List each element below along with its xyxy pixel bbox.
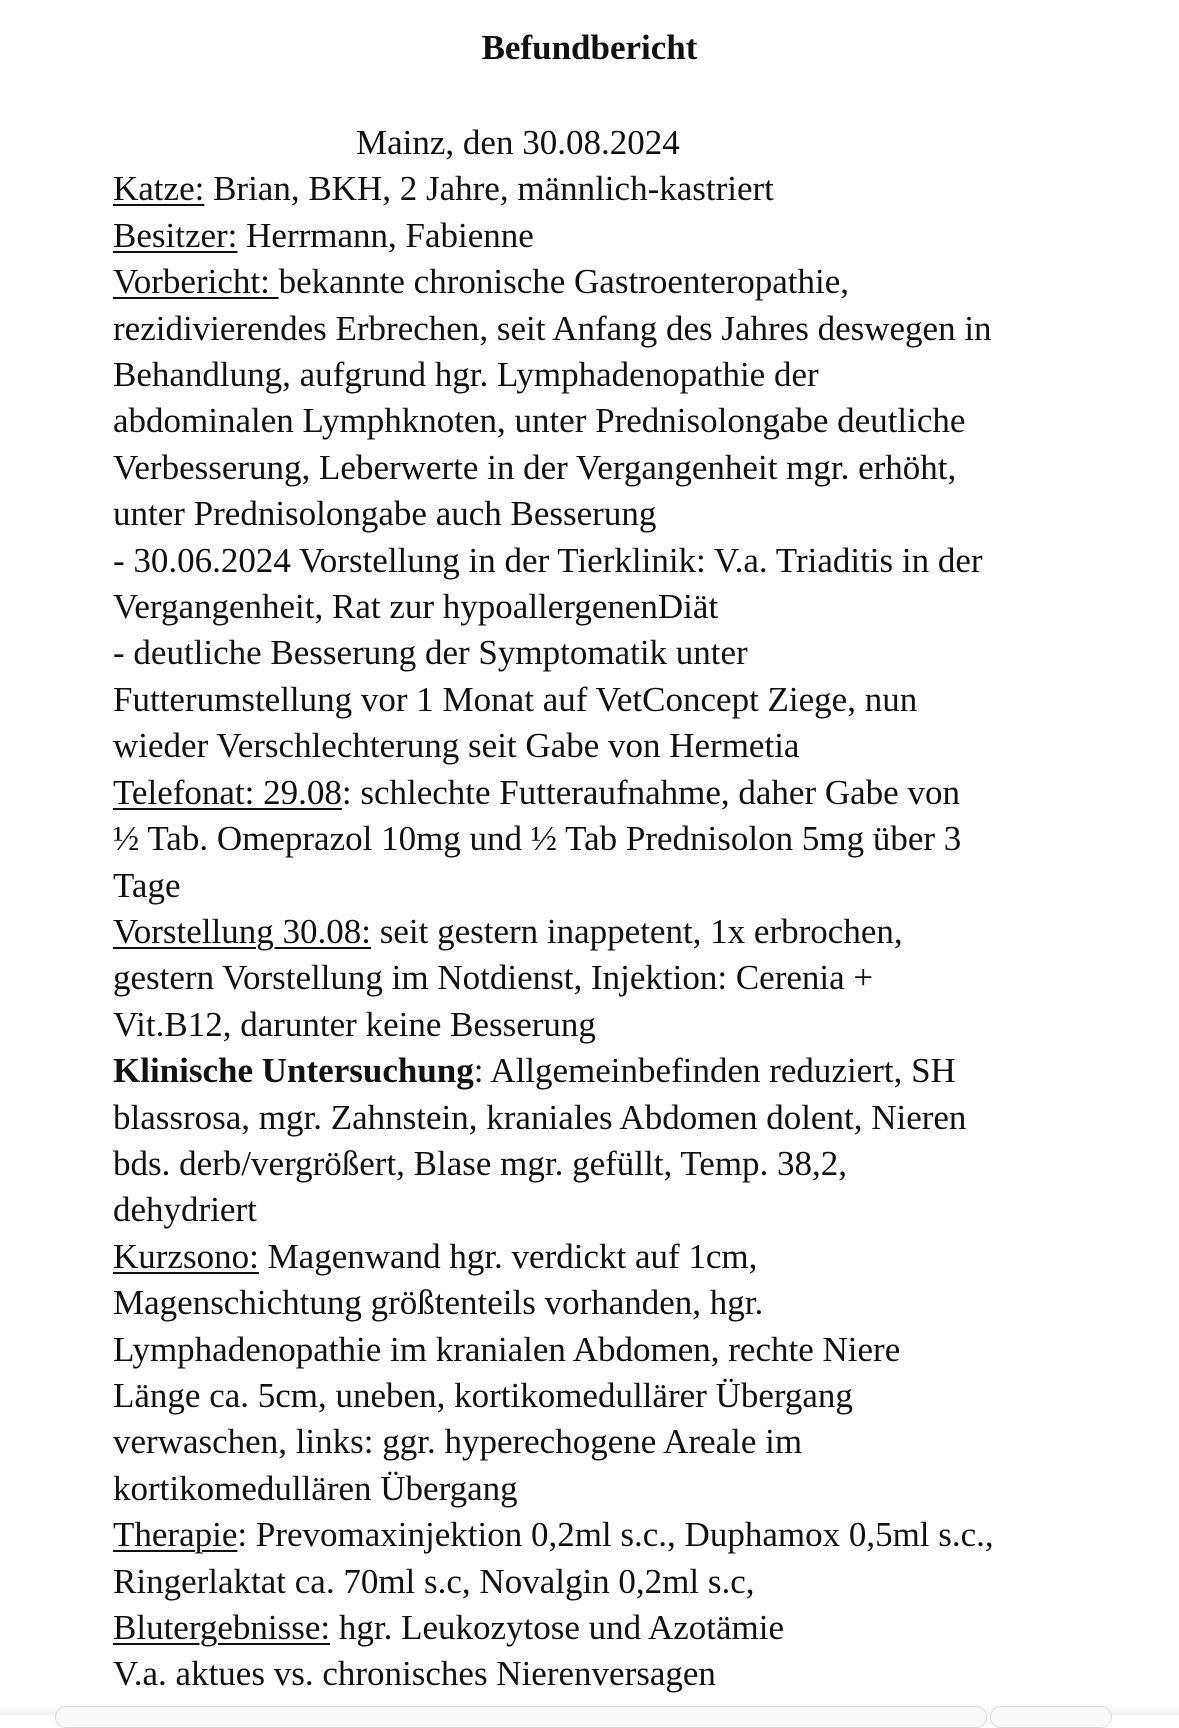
vorbericht-continuation: - 30.06.2024 Vorstellung in der Tierklinik: V.a. Triaditis in der [113,540,983,580]
bottom-card-left [55,1706,987,1728]
vorstellung-continuation: Vit.B12, darunter keine Besserung [113,1004,596,1044]
besitzer-text: Herrmann, Fabienne [237,215,534,255]
vorbericht-continuation: Vergangenheit, Rat zur hypoallergenenDiät [113,587,719,627]
kurzsono-continuation: Lymphadenopathie im kranialen Abdomen, rechte Niere [113,1329,901,1369]
telefonat-continuation: ½ Tab. Omeprazol 10mg und ½ Tab Prednisolon 5mg über 3 [113,819,962,859]
vorstellung-label: Vorstellung 30.08: [113,911,371,951]
telefonat-line [113,770,1153,816]
telefonat-continuation: Tage [113,865,181,905]
therapie-label: Therapie [113,1515,238,1555]
document-title: Befundbericht [481,28,698,67]
telefonat-text: : schlechte Futteraufnahme, daher Gabe von [341,772,960,812]
katze-line [113,166,1153,212]
vorbericht-continuation: - deutliche Besserung der Symptomatik unter [113,633,748,673]
vorbericht-continuation: Behandlung, aufgrund hgr. Lymphadenopathie der [113,355,819,395]
therapie-line [113,1512,1153,1558]
klinische-untersuchung-label: Klinische Untersuchung [113,1051,474,1091]
vorbericht-continuation: unter Prednisolongabe auch Besserung [113,494,657,534]
vorbericht-label: Vorbericht: [113,262,279,302]
vorbericht-continuation: rezidivierendes Erbrechen, seit Anfang des Jahres deswegen in [113,308,992,348]
kurzsono-text: Magenwand hgr. verdickt auf 1cm, [258,1236,758,1276]
vorstellung-continuation: gestern Vorstellung im Notdienst, Injektion: Cerenia + [113,958,874,998]
vorstellung-text: seit gestern inappetent, 1x erbrochen, [370,911,903,951]
kurzsono-continuation: Magenschichtung größtenteils vorhanden, hgr. [113,1283,764,1323]
klinische-untersuchung-continuation: blassrosa, mgr. Zahnstein, kraniales Abdomen dolent, Nieren [113,1097,967,1137]
vorbericht-continuation: abdominalen Lymphknoten, unter Prednisolongabe deutliche [113,401,966,441]
klinische-untersuchung-line [113,1048,1153,1094]
vorbericht-continuation: Verbesserung, Leberwerte in der Vergangenheit mgr. erhöht, [113,447,957,487]
blutergebnisse-line [113,1605,1153,1651]
blutergebnisse-text: hgr. Leukozytose und Azotämie [330,1608,785,1647]
therapie-text: : Prevomaxinjektion 0,2ml s.c., Duphamox 0,5ml s.c., [237,1515,994,1555]
vorbericht-text: bekannte chronische Gastroenteropathie, [278,262,850,302]
kurzsono-continuation: verwaschen, links: ggr. hyperechogene Areale im [113,1422,803,1462]
kurzsono-label: Kurzsono: [113,1236,259,1276]
therapie-continuation: Ringerlaktat ca. 70ml s.c, Novalgin 0,2ml s.c, [113,1561,755,1601]
kurzsono-line [113,1234,1153,1280]
kurzsono-continuation: Länge ca. 5cm, uneben, kortikomedullärer Übergang [113,1375,853,1415]
telefonat-label: Telefonat: 29.08 [113,772,342,812]
klinische-untersuchung-text: : Allgemeinbefinden reduziert, SH [473,1051,956,1091]
vorstellung-line [113,909,1153,955]
vorbericht-line [113,259,1153,305]
katze-text: Brian, BKH, 2 Jahre, männlich-kastriert [204,169,774,209]
besitzer-label: Besitzer: [113,215,238,255]
vorbericht-continuation: Futterumstellung vor 1 Monat auf VetConcept Ziege, nun [113,679,918,719]
klinische-untersuchung-continuation: bds. derb/vergrößert, Blase mgr. gefüllt, Temp. 38,2, [113,1143,848,1183]
verdacht-line: V.a. aktues vs. chronisches Nierenversagen [113,1654,716,1694]
kurzsono-continuation: kortikomedullären Übergang [113,1468,518,1508]
katze-label: Katze: [113,169,205,209]
bottom-card-right [990,1706,1112,1728]
vorbericht-continuation: wieder Verschlechterung seit Gabe von Hermetia [113,726,800,766]
date-line: Mainz, den 30.08.2024 [356,123,680,162]
report-body [113,120,1153,1698]
blutergebnisse-label: Blutergebnisse: [113,1608,331,1647]
klinische-untersuchung-continuation: dehydriert [113,1190,257,1230]
besitzer-line [113,213,1153,259]
